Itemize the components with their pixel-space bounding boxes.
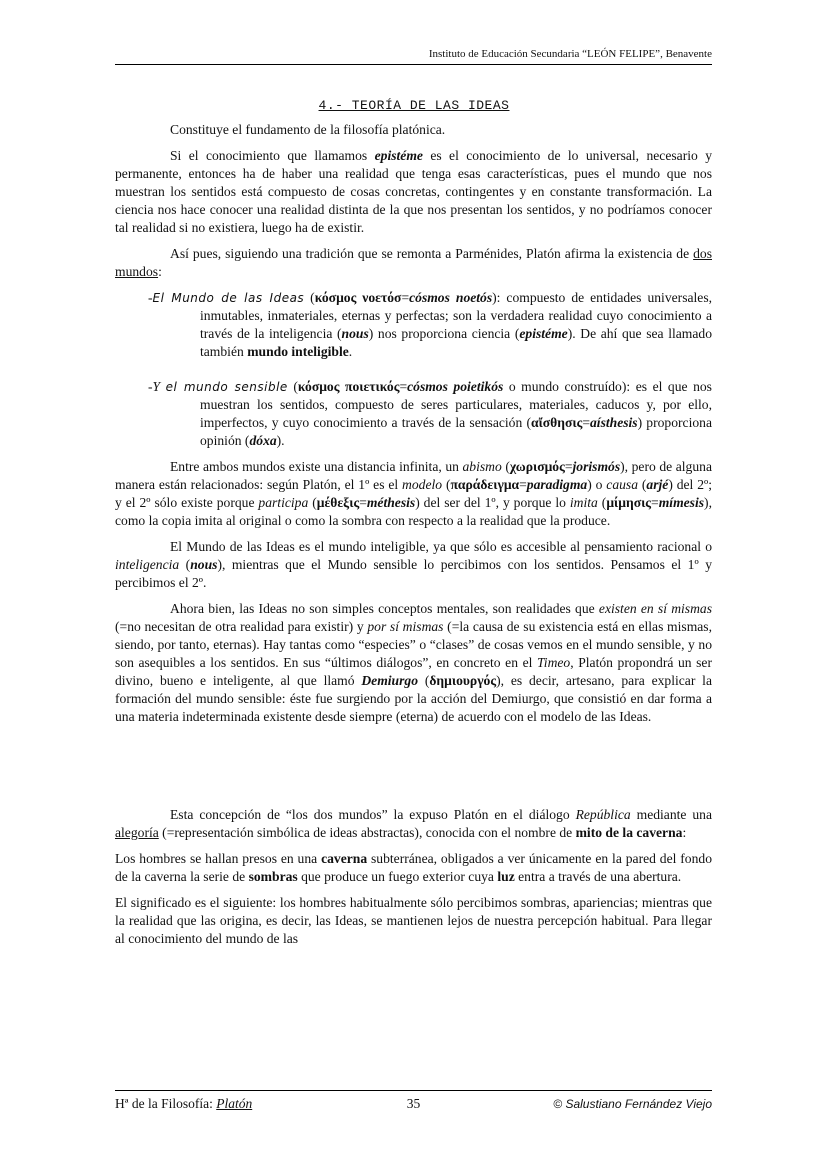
section-title: 4.- TEORÍA DE LAS IDEAS [318,98,510,113]
quote-cave-meaning: El significado es el siguiente: los hombres habitualmente sólo percibimos sombras, apariencias; mientras que la realidad que las origina, es decir, las Ideas, se mantienen lejos de nuestra percepción habitual. Para llegar al conocimiento del mundo de las [115,895,712,946]
paragraph-cave-intro: Esta concepción de “los dos mundos” la expuso Platón en el diálogo República mediante una alegoría (=representación simbólica de ideas abstractas), conocida con el nombre de mito de la caverna: [115,807,713,840]
paragraph-intro: Constituye el fundamento de la filosofía platónica. [170,122,446,137]
quote-cave-description: Los hombres se hallan presos en una caverna subterránea, obligados a ver únicamente en la pared del fondo de la caverna la serie de sombras que produce un fuego exterior cuya luz entra a través de una abertura. [115,851,712,884]
list-item-sensible-world: -Y el mundo sensible (κόσμος ποιετικός=cósmos poietikós o mundo construído): es el que nos muestran los sentidos, compuesto de seres particulares, materiales, caducos y, por ello, imperfectos, y cuyo conocimiento a través de la sensación (αἴσθησις=aísthesis) proporciona opinión (dóxa). [148,379,712,448]
item-label: El Mundo de las Ideas [152,291,305,305]
document-body [115,121,712,956]
running-header: Instituto de Educación Secundaria “LEÓN FELIPE”, Benavente [115,48,712,65]
page-footer [115,1090,712,1118]
list-item-world-of-ideas: -El Mundo de las Ideas (κόσμος νοετόσ=cósmos noetós): compuesto de entidades universales, inmutables, inmateriales, eternas y perfectas; son la verdadera realidad cuyo conocimiento a través de la inteligencia (nous) nos proporciona ciencia (epistéme). De ahí que sea llamado también mundo inteligible. [148,290,713,359]
greek-term: κόσμος ποιετικός [297,379,400,394]
paragraph-ideas-nature: Ahora bien, las Ideas no son simples conceptos mentales, son realidades que existen en sí mismas (=no necesitan de otra realidad para existir) y por sí mismas (=la causa de su existencia está en ellas mismas, siendo, por tanto, eternas). Hay tantas como “especies” o “clases” de cosas vemos en el mundo sensible, y no son asequibles a los sentidos. En sus “últimos diálogos”, en concreto en el Timeo, Platón propondrá un ser divino, bueno e inteligente, al que llamó Demiurgo (δημιουργός), es decir, artesano, para explicar la formación del mundo sensible: éste fue surgiendo por la acción del Demiurgo, que consistió en dar forma a una materia indeterminada existente desde siempre (eterna) de acuerdo con el modelo de las Ideas. [115,601,712,724]
paragraph-two-worlds: Así pues, siguiendo una tradición que se remonta a Parménides, Platón afirma la existencia de dos mundos: [115,246,712,279]
greek-term: κόσμος νοετόσ [314,290,402,305]
footer-author: © Salustiano Fernández Viejo [553,1097,712,1111]
greek-term: αἴσθησις [530,415,583,430]
item-label: el mundo sensible [165,380,288,394]
footer-course: Hª de la Filosofía: Platón [115,1096,253,1111]
page-number: 35 [406,1096,421,1111]
spacer [115,734,712,806]
spacer [115,369,712,378]
paragraph-intelligible: El Mundo de las Ideas es el mundo inteligible, ya que sólo es accesible al pensamiento racional o inteligencia (nous), mientras que el Mundo sensible lo percibimos con los sentidos. Pensamos el 1º y percibimos el 2º. [115,539,712,590]
paragraph-episteme: Si el conocimiento que llamamos epistéme es el conocimiento de lo universal, necesario y permanente, entonces ha de haber una realidad que tenga esas características, pues el mundo que nos muestran los sentidos está compuesto de cosas concretas, contingentes y en constante transformación. La ciencia nos hace conocer una realidad distinta de la que nos presentan los sentidos, y no podríamos conocer tal realidad si no existiera, luego ha de existir. [115,148,712,235]
paragraph-relation: Entre ambos mundos existe una distancia infinita, un abismo (χωρισμός=jorismós), pero de alguna manera están relacionados: según Platón, el 1º es el modelo (παράδειγμα=paradigma) o causa (arjé) del 2º; y el 2º sólo existe porque participa (μέθεξις=méthesis) del ser del 1º, y porque lo imita (μίμησις=mímesis), como la copia imita al original o como la sombra con respecto a la realidad que la produce. [115,459,712,528]
